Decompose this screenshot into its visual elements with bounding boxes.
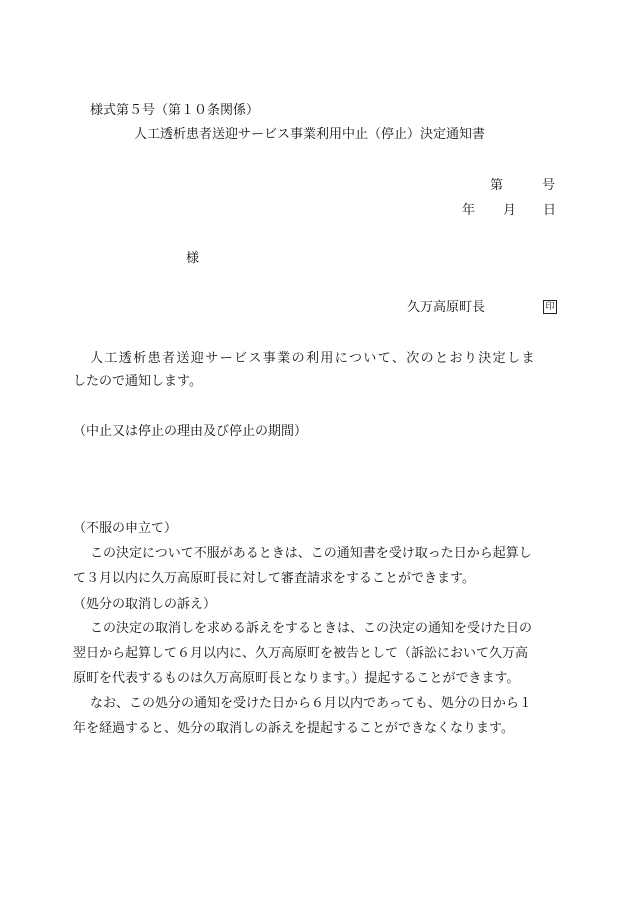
addressee-honorific: 様	[186, 251, 200, 266]
date-day-label: 日	[543, 203, 557, 218]
cancellation-text-line-3: 原町を代表するものは久万高原町長となります。）提起することができます。	[73, 671, 520, 686]
doc-number-prefix: 第	[490, 178, 504, 193]
appeal-heading: （不服の申立て）	[73, 521, 178, 536]
cancellation-note-line-2: 年を経過すると、処分の取消しの訴えを提起することができなくなります。	[73, 721, 514, 736]
cancellation-heading: （処分の取消しの訴え）	[73, 597, 217, 612]
reason-heading: （中止又は停止の理由及び停止の期間）	[73, 424, 308, 439]
form-id: 様式第５号（第１０条関係）	[90, 103, 260, 118]
body-text-line-1: 人工透析患者送迎サービス事業の利用について、次のとおり決定しま	[90, 351, 536, 366]
date-month-label: 月	[503, 203, 517, 218]
seal-icon: 印	[543, 300, 557, 314]
cancellation-text-line-2: 翌日から起算して６月以内に、久万高原町を被告として（訴訟において久万高	[73, 646, 529, 661]
document-title: 人工透析患者送迎サービス事業利用中止（停止）決定通知書	[134, 127, 486, 142]
appeal-text-line-1: この決定について不服があるときは、この通知書を受け取った日から起算し	[90, 546, 532, 561]
cancellation-text-line-1: この決定の取消しを求める訴えをするときは、この決定の通知を受けた日の	[90, 621, 533, 636]
cancellation-note-line-1: なお、この処分の通知を受けた日から６月以内であっても、処分の日から１	[90, 696, 532, 711]
body-text-line-2: したので通知します。	[73, 374, 202, 389]
appeal-text-line-2: て３月以内に久万高原町長に対して審査請求をすることができます。	[73, 571, 475, 586]
issuer-name: 久万高原町長	[407, 300, 486, 315]
doc-number-suffix: 号	[542, 178, 556, 193]
date-year-label: 年	[462, 203, 476, 218]
